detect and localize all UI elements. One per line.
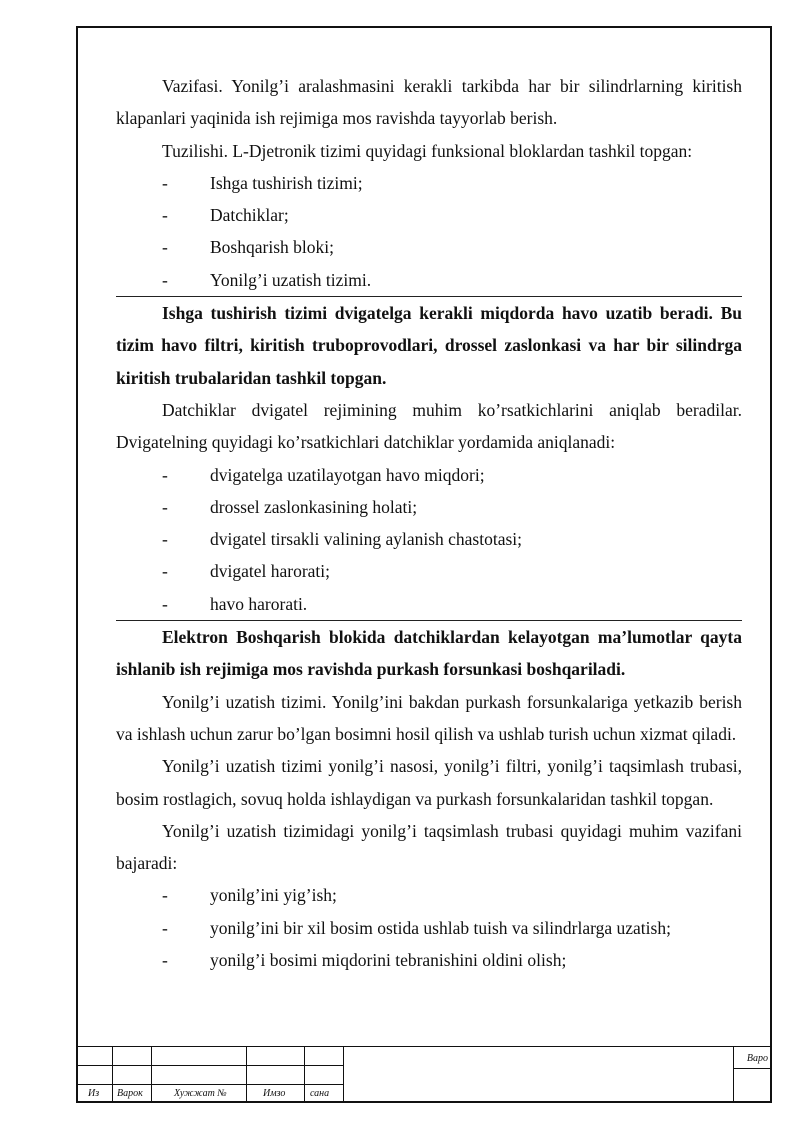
stamp-line — [151, 1046, 152, 1103]
stamp-line — [76, 1046, 772, 1047]
stamp-label-signature: Имзо — [263, 1088, 286, 1099]
stamp-line — [112, 1046, 113, 1103]
stamp-line — [733, 1068, 772, 1069]
stamp-label-date: сана — [310, 1088, 330, 1099]
dash-marker: - — [162, 172, 168, 193]
dash-marker: - — [162, 269, 168, 290]
list-item: - Boshqarish bloki; — [116, 231, 742, 263]
dash-marker: - — [162, 561, 168, 582]
document-body — [116, 70, 742, 976]
stamp-line — [304, 1046, 305, 1103]
list-item: - dvigatel harorati; — [116, 555, 742, 587]
stamp-line — [246, 1046, 247, 1103]
paragraph-structure: Tuzilishi. L-Djetronik tizimi quyidagi funksional bloklardan tashkil topgan: — [162, 140, 693, 161]
dash-marker: - — [162, 529, 168, 550]
paragraph-intake-system: Ishga tushirish tizimi dvigatelga kerakli miqdorda havo uzatib beradi. Bu tizim havo filtri, kiritish truboprovodlari, drossel zaslonkasi va har bir silindrga kiritish trubalaridan tashkil topgan. — [116, 303, 742, 388]
paragraph-fuel-supply: Yonilg’i uzatish tizimi. Yonilg’ini bakdan purkash forsunkalariga yetkazib berish va ishlash uchun zarur bo’lgan bosimni hosil qilish va ushlab turish uchun xizmat qiladi. — [116, 691, 742, 744]
dash-marker: - — [162, 496, 168, 517]
stamp-label-iz: Из — [88, 1088, 100, 1099]
paragraph-purpose: Vazifasi. Yonilg’i aralashmasini kerakli tarkibda har bir silindrlarning kiritish klapanlari yaqinida ish rejimiga mos ravishda tayyorlab berish. — [116, 76, 742, 129]
dash-marker: - — [162, 950, 168, 971]
dash-marker: - — [162, 205, 168, 226]
list-item: - yonilg’i bosimi miqdorini tebranishini oldini olish; — [116, 944, 742, 976]
list-item: - yonilg’ini yig’ish; — [116, 879, 742, 911]
dash-marker: - — [162, 237, 168, 258]
paragraph-fuel-components: Yonilg’i uzatish tizimi yonilg’i nasosi, yonilg’i filtri, yonilg’i taqsimlash trubasi, bosim rostlagich, sovuq holda ishlaydigan va purkash forsunkalaridan tashkil topgan. — [116, 756, 742, 809]
list-item: - Ishga tushirish tizimi; — [116, 167, 742, 199]
stamp-sheet-label: Варо — [746, 1053, 768, 1064]
list-item: - yonilg’ini bir xil bosim ostida ushlab tuish va silindrlarga uzatish; — [116, 912, 742, 944]
list-item: - dvigatelga uzatilayotgan havo miqdori; — [116, 459, 742, 491]
stamp-line — [733, 1046, 734, 1103]
dash-marker: - — [162, 464, 168, 485]
list-sensor-parameters — [116, 459, 742, 620]
stamp-label-sheet: Варок — [117, 1088, 143, 1099]
dash-marker: - — [162, 593, 168, 614]
stamp-label-document-number: Хужжат № — [174, 1088, 227, 1099]
paragraph-control-unit: Elektron Boshqarish blokida datchiklardan kelayotgan ma’lumotlar qayta ishlanib ish rejimiga mos ravishda purkash forsunkasi boshqariladi. — [116, 627, 742, 680]
dash-marker: - — [162, 885, 168, 906]
list-functional-blocks — [116, 167, 742, 296]
list-item: - dvigatel tirsakli valining aylanish chastotasi; — [116, 523, 742, 555]
list-item: - Yonilg’i uzatish tizimi. — [116, 264, 742, 296]
list-item: - Datchiklar; — [116, 199, 742, 231]
list-item: - drossel zaslonkasining holati; — [116, 491, 742, 523]
dash-marker: - — [162, 917, 168, 938]
stamp-line — [343, 1046, 344, 1103]
title-block-stamp — [76, 1046, 772, 1103]
paragraph-sensors: Datchiklar dvigatel rejimining muhim ko’rsatkichlarini aniqlab beradilar. Dvigatelning quyidagi ko’rsatkichlari datchiklar yordamida aniqlanadi: — [116, 399, 742, 453]
list-item: - havo harorati. — [116, 588, 742, 620]
paragraph-fuel-rail: Yonilg’i uzatish tizimidagi yonilg’i taqsimlash trubasi quyidagi muhim vazifani bajaradi: — [116, 820, 742, 874]
list-fuel-rail-tasks — [116, 879, 742, 976]
